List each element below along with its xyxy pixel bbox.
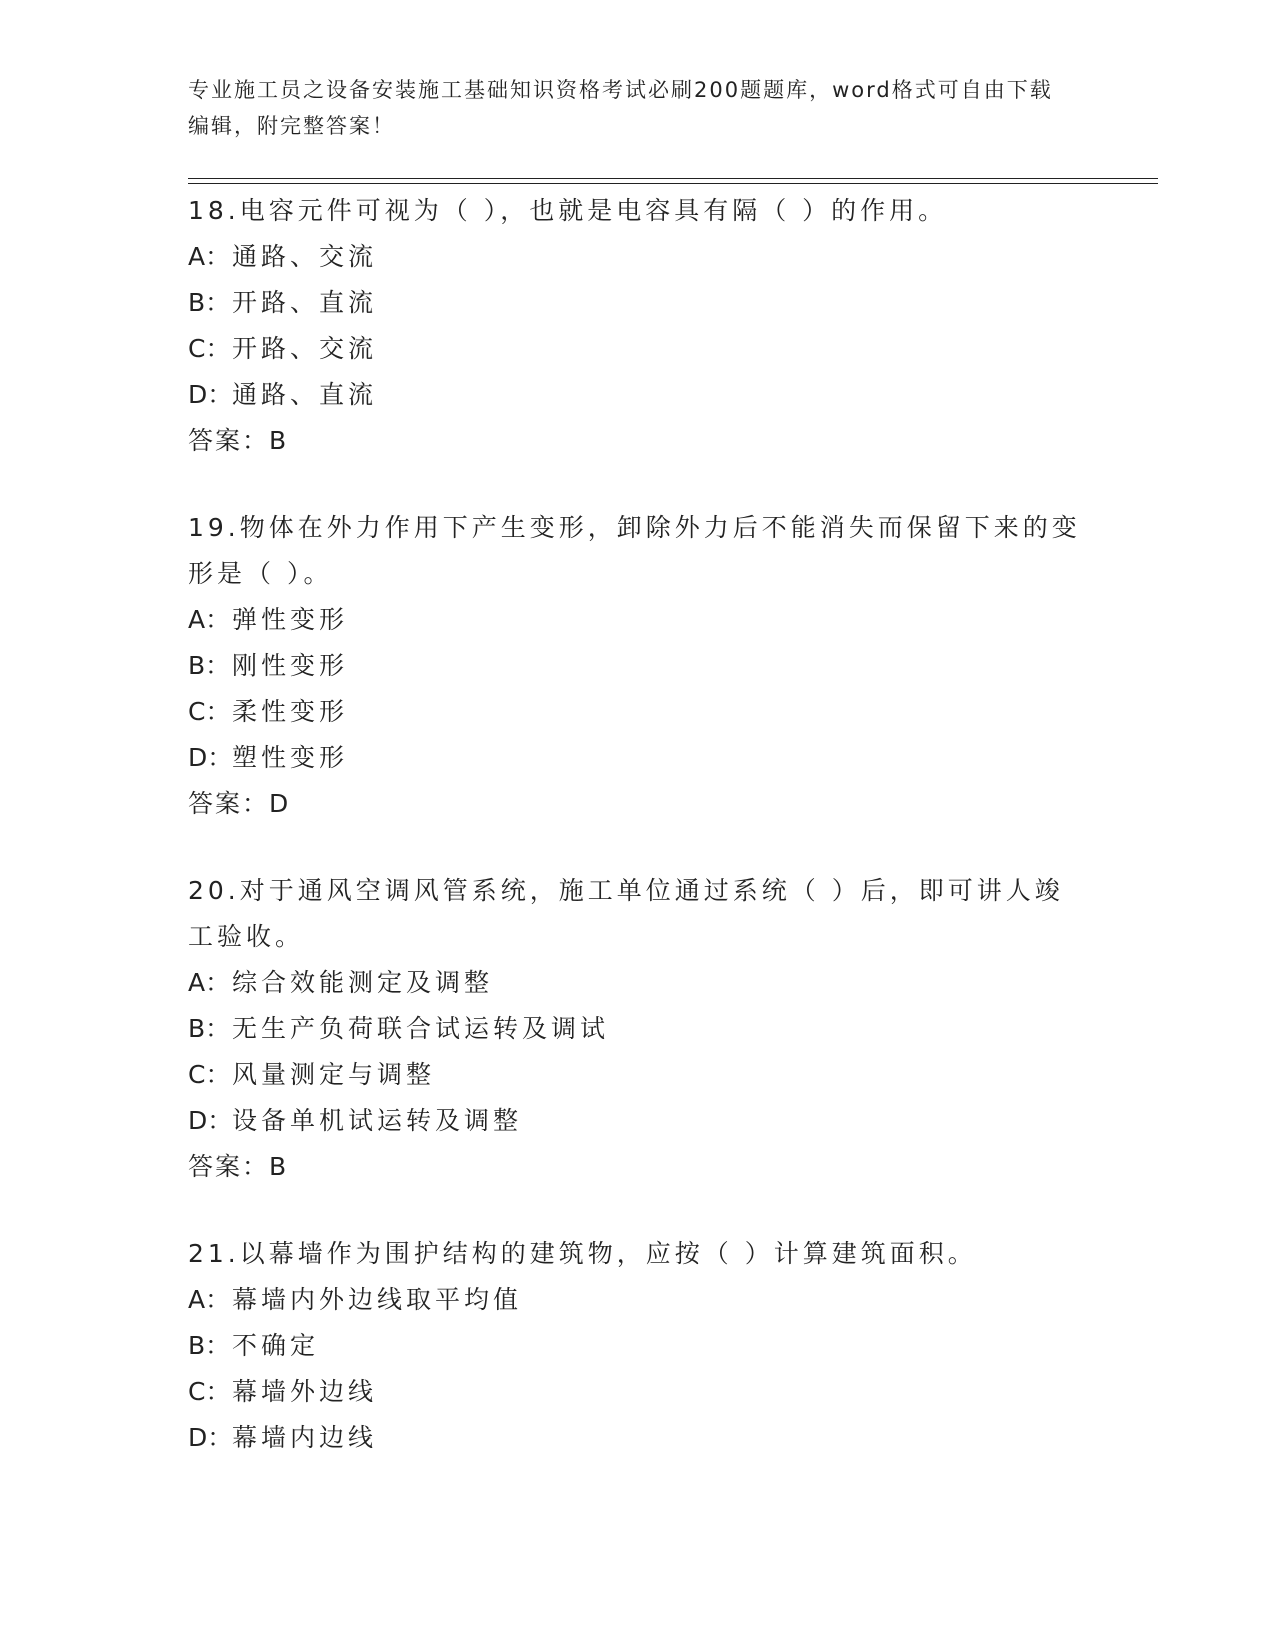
option-a [188, 234, 1088, 280]
option-text: 柔性变形 [232, 697, 349, 726]
option-text: 无生产负荷联合试运转及调试 [232, 1014, 610, 1043]
option-key: B： [188, 651, 231, 680]
answer-line: 答案：D [188, 789, 291, 818]
question-19 [188, 505, 1088, 827]
option-c [188, 1369, 1088, 1415]
option-a [188, 597, 1088, 643]
option-text: 风量测定与调整 [232, 1060, 436, 1089]
answer-line: 答案：B [188, 426, 289, 455]
option-b [188, 643, 1088, 689]
question-stem: 20.对于通风空调风管系统，施工单位通过系统（ ）后，即可讲人竣工验收。 [188, 876, 1064, 951]
option-key: D： [188, 1106, 233, 1135]
option-d [188, 372, 1088, 418]
option-key: A： [188, 242, 231, 271]
option-key: C： [188, 334, 231, 363]
option-key: A： [188, 968, 231, 997]
option-key: A： [188, 605, 231, 634]
option-key: B： [188, 1331, 231, 1360]
option-text: 不确定 [232, 1331, 320, 1360]
option-key: D： [188, 1423, 233, 1452]
option-d [188, 1415, 1088, 1461]
option-key: D： [188, 380, 233, 409]
option-b [188, 1006, 1088, 1052]
question-list [188, 188, 1088, 1502]
option-text: 通路、交流 [232, 242, 378, 271]
option-text: 设备单机试运转及调整 [232, 1106, 523, 1135]
option-key: B： [188, 288, 231, 317]
option-text: 幕墙内边线 [232, 1423, 378, 1452]
option-text: 塑性变形 [232, 743, 349, 772]
header-rule-bottom [188, 183, 1158, 184]
option-text: 开路、交流 [232, 334, 378, 363]
option-text: 刚性变形 [232, 651, 349, 680]
option-text: 幕墙内外边线取平均值 [232, 1285, 523, 1314]
option-text: 幕墙外边线 [232, 1377, 378, 1406]
option-text: 综合效能测定及调整 [232, 968, 494, 997]
question-21 [188, 1231, 1088, 1461]
option-c [188, 326, 1088, 372]
option-text: 弹性变形 [232, 605, 349, 634]
option-key: A： [188, 1285, 231, 1314]
option-c [188, 689, 1088, 735]
question-stem: 19.物体在外力作用下产生变形，卸除外力后不能消失而保留下来的变形是（ ）。 [188, 513, 1081, 588]
option-text: 通路、直流 [232, 380, 378, 409]
document-header: 专业施工员之设备安装施工基础知识资格考试必刷200题题库，word格式可自由下载编辑，附完整答案！ [188, 78, 1053, 138]
option-c [188, 1052, 1088, 1098]
option-key: D： [188, 743, 233, 772]
option-text: 开路、直流 [232, 288, 378, 317]
answer-line: 答案：B [188, 1152, 289, 1181]
question-20 [188, 868, 1088, 1190]
option-key: B： [188, 1014, 231, 1043]
option-a [188, 960, 1088, 1006]
question-stem: 21.以幕墙作为围护结构的建筑物，应按（ ）计算建筑面积。 [188, 1239, 977, 1268]
option-d [188, 1098, 1088, 1144]
header-rule-top [188, 178, 1158, 179]
option-b [188, 280, 1088, 326]
option-a [188, 1277, 1088, 1323]
question-stem: 18.电容元件可视为（ ），也就是电容具有隔（ ）的作用。 [188, 196, 948, 225]
option-key: C： [188, 1060, 231, 1089]
option-key: C： [188, 1377, 231, 1406]
option-d [188, 735, 1088, 781]
question-18 [188, 188, 1088, 464]
option-b [188, 1323, 1088, 1369]
option-key: C： [188, 697, 231, 726]
